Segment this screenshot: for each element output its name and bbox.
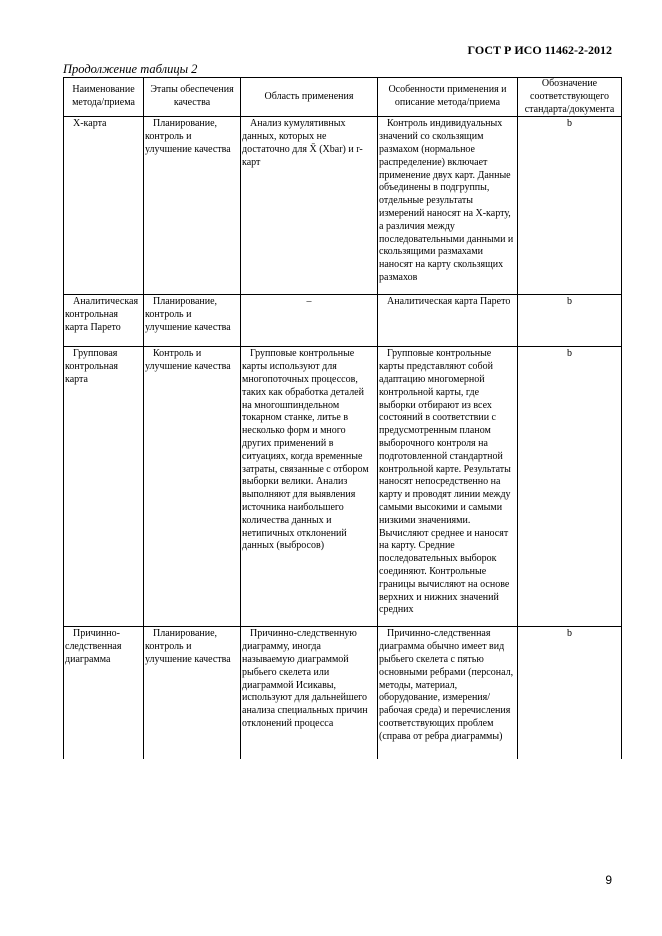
cell-ref: b (518, 347, 622, 627)
cell-features: Контроль индивидуальных значений со скользящим размахом (нормальное распределение) включает применение двух карт. Данные объединены в подгруппы, отдельные результаты измерений наносят на X-карту, а различия между последовательными данными и скользящими размахами наносят на карту скользящих размахов (378, 117, 518, 295)
cell-ref: b (518, 117, 622, 295)
cell-stages: Контроль и улучшение качества (144, 347, 241, 627)
cell-method: Причинно-следственная диаграмма (64, 627, 144, 759)
cell-area: Причинно-следственную диаграмму, иногда называемую диаграммой рыбьего скелета или диаграммой Исикавы, используют для дальнейшего анализа специальных причин отклонений процесса (241, 627, 378, 759)
table-row (64, 117, 622, 295)
cell-ref: b (518, 295, 622, 347)
cell-method: Групповая контрольная карта (64, 347, 144, 627)
cell-stages: Планирование, контроль и улучшение качества (144, 117, 241, 295)
cell-area: Групповые контрольные карты используют для многопоточных процессов, таких как обработка деталей на многошпиндельном токарном станке, литье в несколько форм и много других применений в ситуациях, когда временные затраты, связанные с отбором выборки велики. Анализ выполняют для выявления источника наибольшего количества данных и нетипичных отклонений данных (выбросов) (241, 347, 378, 627)
col-header-method: Наименование метода/приема (64, 78, 144, 117)
col-header-area: Область применения (241, 78, 378, 117)
col-header-features: Особенности применения и описание метода/приема (378, 78, 518, 117)
cell-features: Групповые контрольные карты представляют собой адаптацию многомерной контрольной карты, где выборки отбирают из всех состояний в соответствии с предусмотренным планом выборочного контроля на подготовленной стандартной контрольной карте. Результаты наносят непосредственно на карту и проводят линии между самыми высокими и самыми низкими значениями. Вычисляют среднее и наносят на карту. Средние последовательных выборок соединяют. Контрольные границы вычисляют на основе верхних и нижних значений средних (378, 347, 518, 627)
document-code: ГОСТ Р ИСО 11462-2-2012 (467, 43, 612, 57)
col-header-stages: Этапы обеспечения качества (144, 78, 241, 117)
table-header-row (64, 78, 622, 117)
cell-stages: Планирование, контроль и улучшение качества (144, 627, 241, 759)
methods-table (63, 77, 622, 759)
cell-method: Аналитическая контрольная карта Парето (64, 295, 144, 347)
table-caption: Продолжение таблицы 2 (63, 62, 198, 76)
cell-method: X-карта (64, 117, 144, 295)
col-header-ref: Обозначение соответствующего стандарта/документа (518, 78, 622, 117)
cell-area: – (241, 295, 378, 347)
cell-features: Причинно-следственная диаграмма обычно имеет вид рыбьего скелета с пятью основными ребрами (персонал, методы, материал, оборудование, измерения/рабочая среда) и перечисления соответствующих проблем (справа от ребра диаграммы) (378, 627, 518, 759)
cell-area: Анализ кумулятивных данных, которых не достаточно для X̄ (Xbar) и r-карт (241, 117, 378, 295)
table-row (64, 627, 622, 759)
table-row (64, 347, 622, 627)
page-number: 9 (605, 873, 612, 887)
table-row (64, 295, 622, 347)
cell-features: Аналитическая карта Парето (378, 295, 518, 347)
cell-stages: Планирование, контроль и улучшение качества (144, 295, 241, 347)
cell-ref: b (518, 627, 622, 759)
